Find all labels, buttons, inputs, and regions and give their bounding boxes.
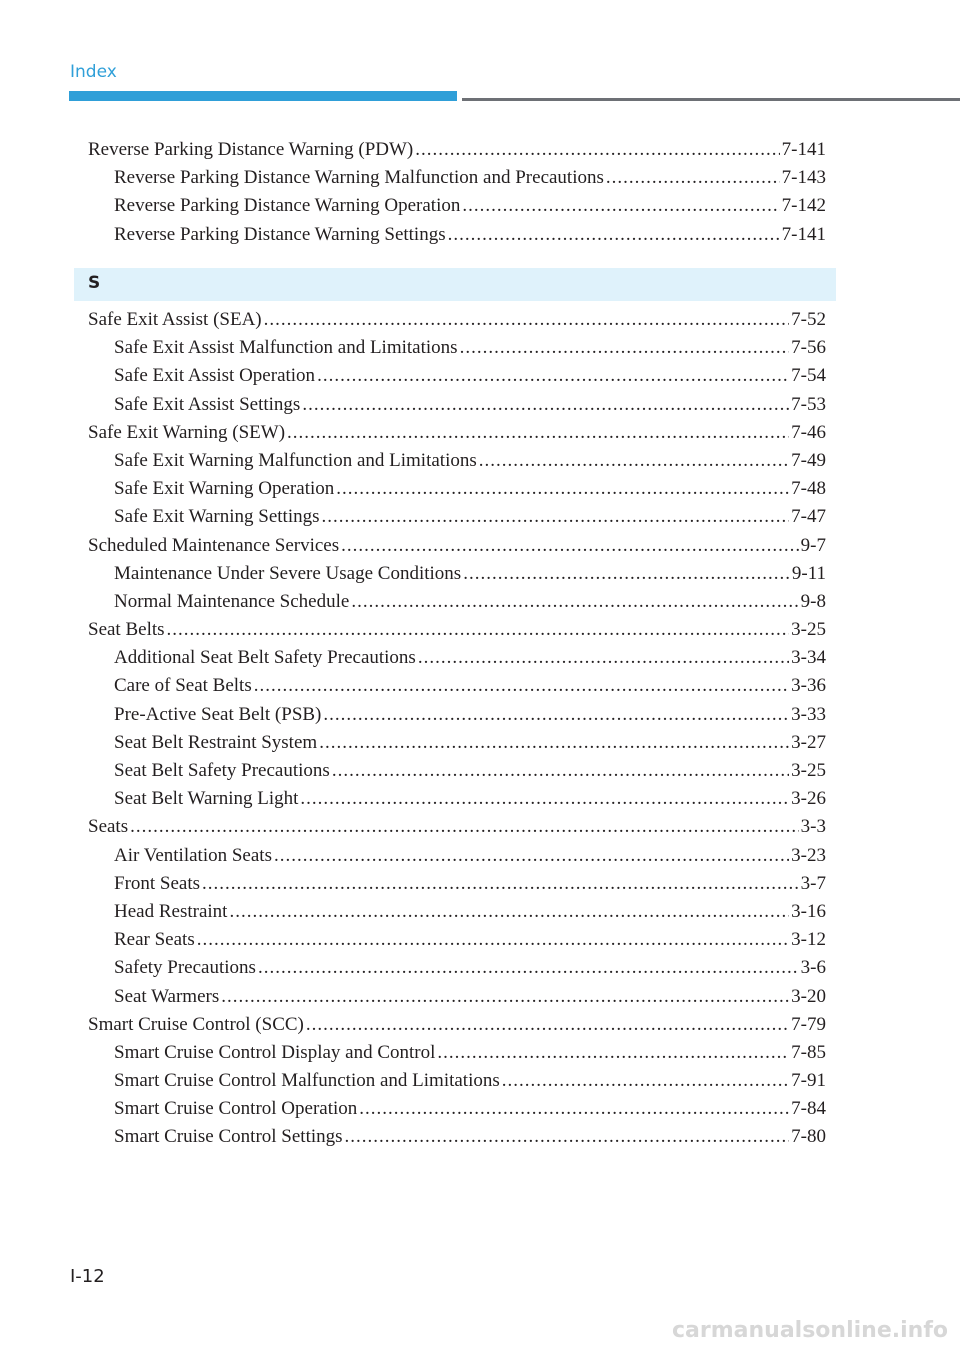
- index-subentry: [88, 450, 826, 478]
- header-rule: [462, 98, 960, 101]
- index-subentry: [88, 563, 826, 591]
- dot-leader: [332, 760, 789, 782]
- index-subentry: [88, 167, 826, 195]
- entry-page: 9-8: [800, 590, 826, 612]
- entry-label: Safe Exit Assist Operation: [114, 365, 316, 387]
- index-subentry: [88, 224, 826, 252]
- index-subentry: [88, 1098, 826, 1126]
- index-subentry: [88, 365, 826, 393]
- entry-page: 9-7: [800, 534, 826, 556]
- entry-label: Pre-Active Seat Belt (PSB): [114, 703, 322, 725]
- dot-leader: [197, 929, 789, 951]
- page-number: I-12: [70, 1266, 105, 1287]
- index-entry: [88, 422, 826, 450]
- entry-label: Maintenance Under Severe Usage Conditions: [114, 562, 462, 584]
- index-group-r: [88, 139, 826, 252]
- entry-page: 3-23: [791, 844, 826, 866]
- entry-label: Safe Exit Warning Operation: [114, 478, 335, 500]
- dot-leader: [317, 365, 789, 387]
- entry-label: Reverse Parking Distance Warning Operation: [114, 195, 461, 217]
- index-subentry: [88, 1042, 826, 1070]
- entry-page: 7-143: [781, 167, 826, 189]
- dot-leader: [418, 647, 789, 669]
- index-entry: [88, 619, 826, 647]
- entry-label: Front Seats: [114, 872, 201, 894]
- letter-heading-bar: [74, 268, 836, 301]
- dot-leader: [167, 619, 790, 641]
- entry-label: Seat Belt Warning Light: [114, 788, 299, 810]
- entry-page: 3-7: [800, 872, 826, 894]
- entry-label: Safe Exit Warning (SEW): [88, 421, 286, 443]
- entry-label: Safe Exit Warning Malfunction and Limitations: [114, 449, 477, 471]
- dot-leader: [341, 535, 799, 557]
- entry-page: 3-26: [791, 788, 826, 810]
- watermark: carmanualsonline.info: [672, 1318, 948, 1343]
- dot-leader: [229, 901, 789, 923]
- dot-leader: [336, 478, 789, 500]
- entry-label: Normal Maintenance Schedule: [114, 590, 350, 612]
- entry-page: 7-48: [791, 478, 826, 500]
- dot-leader: [322, 506, 790, 528]
- dot-leader: [287, 422, 789, 444]
- entry-label: Seat Belt Safety Precautions: [114, 760, 330, 781]
- entry-page: 3-12: [791, 929, 826, 951]
- entry-page: 7-142: [781, 195, 826, 217]
- index-subentry: [88, 1126, 826, 1154]
- entry-page: 3-36: [791, 675, 826, 697]
- index-subentry: [88, 478, 826, 506]
- entry-page: 7-91: [791, 1070, 826, 1092]
- entry-label: Safe Exit Assist Malfunction and Limitations: [114, 337, 458, 359]
- entry-page: 7-85: [791, 1041, 826, 1063]
- entry-page: 3-33: [791, 703, 826, 725]
- index-entry: [88, 535, 826, 563]
- entry-label: Seat Warmers: [114, 985, 220, 1007]
- entry-page: 7-49: [791, 449, 826, 471]
- index-subentry: [88, 845, 826, 873]
- entry-label: Safety Precautions: [114, 957, 256, 979]
- entry-page: 3-16: [791, 900, 826, 922]
- index-subentry: [88, 337, 826, 365]
- dot-leader: [319, 732, 789, 754]
- entry-label: Safe Exit Assist (SEA): [88, 309, 262, 330]
- header-rule-accent: [69, 91, 457, 101]
- index-subentry: [88, 929, 826, 957]
- dot-leader: [437, 1042, 789, 1064]
- entry-page: 7-80: [791, 1126, 826, 1148]
- index-group-s: [88, 309, 826, 1155]
- entry-page: 7-141: [781, 223, 826, 245]
- entry-page: 7-46: [791, 421, 826, 443]
- index-entry: [88, 816, 826, 844]
- index-subentry: [88, 195, 826, 223]
- entry-label: Reverse Parking Distance Warning Malfunction and Precautions: [114, 167, 604, 189]
- entry-label: Air Ventilation Seats: [114, 844, 272, 866]
- entry-label: Smart Cruise Control Display and Control: [114, 1041, 436, 1063]
- entry-label: Safe Exit Warning Settings: [114, 506, 320, 528]
- index-subentry: [88, 1070, 826, 1098]
- entry-page: 7-47: [791, 506, 826, 528]
- dot-leader: [502, 1070, 789, 1092]
- entry-label: Scheduled Maintenance Services: [88, 534, 340, 556]
- entry-page: 7-54: [791, 365, 826, 387]
- dot-leader: [254, 675, 789, 697]
- index-entry: [88, 1014, 826, 1042]
- entry-label: Smart Cruise Control Malfunction and Limitations: [114, 1070, 500, 1092]
- dot-leader: [221, 986, 789, 1008]
- entry-page: 3-25: [791, 619, 826, 641]
- dot-leader: [323, 704, 789, 726]
- dot-leader: [306, 1014, 789, 1036]
- dot-leader: [460, 337, 790, 359]
- dot-leader: [351, 591, 798, 613]
- index-entry: [88, 309, 826, 337]
- dot-leader: [300, 788, 789, 810]
- dot-leader: [130, 816, 799, 838]
- index-subentry: [88, 760, 826, 788]
- index-subentry: [88, 506, 826, 534]
- entry-label: Care of Seat Belts: [114, 675, 252, 697]
- entry-label: Reverse Parking Distance Warning (PDW): [88, 139, 414, 160]
- entry-label: Head Restraint: [114, 900, 228, 922]
- entry-label: Seats: [88, 816, 129, 838]
- dot-leader: [463, 563, 790, 585]
- index-entry: [88, 139, 826, 167]
- entry-page: 3-34: [791, 647, 826, 669]
- entry-label: Smart Cruise Control Operation: [114, 1098, 358, 1120]
- index-subentry: [88, 788, 826, 816]
- header-title: Index: [70, 62, 117, 82]
- entry-label: Seat Belts: [88, 619, 165, 641]
- entry-page: 7-52: [791, 309, 826, 330]
- dot-leader: [345, 1126, 790, 1148]
- dot-leader: [359, 1098, 789, 1120]
- entry-label: Rear Seats: [114, 929, 195, 951]
- entry-label: Smart Cruise Control (SCC): [88, 1013, 304, 1035]
- entry-page: 9-11: [791, 562, 826, 584]
- entry-page: 7-53: [791, 393, 826, 415]
- dot-leader: [202, 873, 799, 895]
- entry-page: 3-20: [791, 985, 826, 1007]
- index-subentry: [88, 394, 826, 422]
- dot-leader: [258, 957, 799, 979]
- entry-page: 7-141: [781, 139, 826, 160]
- entry-label: Smart Cruise Control Settings: [114, 1126, 343, 1148]
- letter-heading: S: [88, 273, 101, 293]
- dot-leader: [462, 195, 779, 217]
- index-subentry: [88, 957, 826, 985]
- index-subentry: [88, 675, 826, 703]
- index-subentry: [88, 647, 826, 675]
- index-subentry: [88, 591, 826, 619]
- dot-leader: [479, 450, 789, 472]
- index-subentry: [88, 986, 826, 1014]
- dot-leader: [274, 845, 789, 867]
- entry-page: 3-3: [800, 816, 826, 838]
- dot-leader: [302, 394, 789, 416]
- index-subentry: [88, 873, 826, 901]
- index-subentry: [88, 704, 826, 732]
- dot-leader: [606, 167, 780, 189]
- dot-leader: [264, 309, 790, 331]
- entry-label: Seat Belt Restraint System: [114, 731, 318, 753]
- index-subentry: [88, 901, 826, 929]
- entry-label: Additional Seat Belt Safety Precautions: [114, 647, 416, 669]
- entry-label: Safe Exit Assist Settings: [114, 393, 301, 415]
- dot-leader: [415, 139, 779, 161]
- entry-page: 3-6: [800, 957, 826, 979]
- entry-page: 3-27: [791, 731, 826, 753]
- entry-page: 3-25: [791, 760, 826, 781]
- entry-page: 7-56: [791, 337, 826, 359]
- entry-page: 7-79: [791, 1013, 826, 1035]
- entry-label: Reverse Parking Distance Warning Settings: [114, 223, 446, 245]
- entry-page: 7-84: [791, 1098, 826, 1120]
- dot-leader: [448, 224, 780, 246]
- index-subentry: [88, 732, 826, 760]
